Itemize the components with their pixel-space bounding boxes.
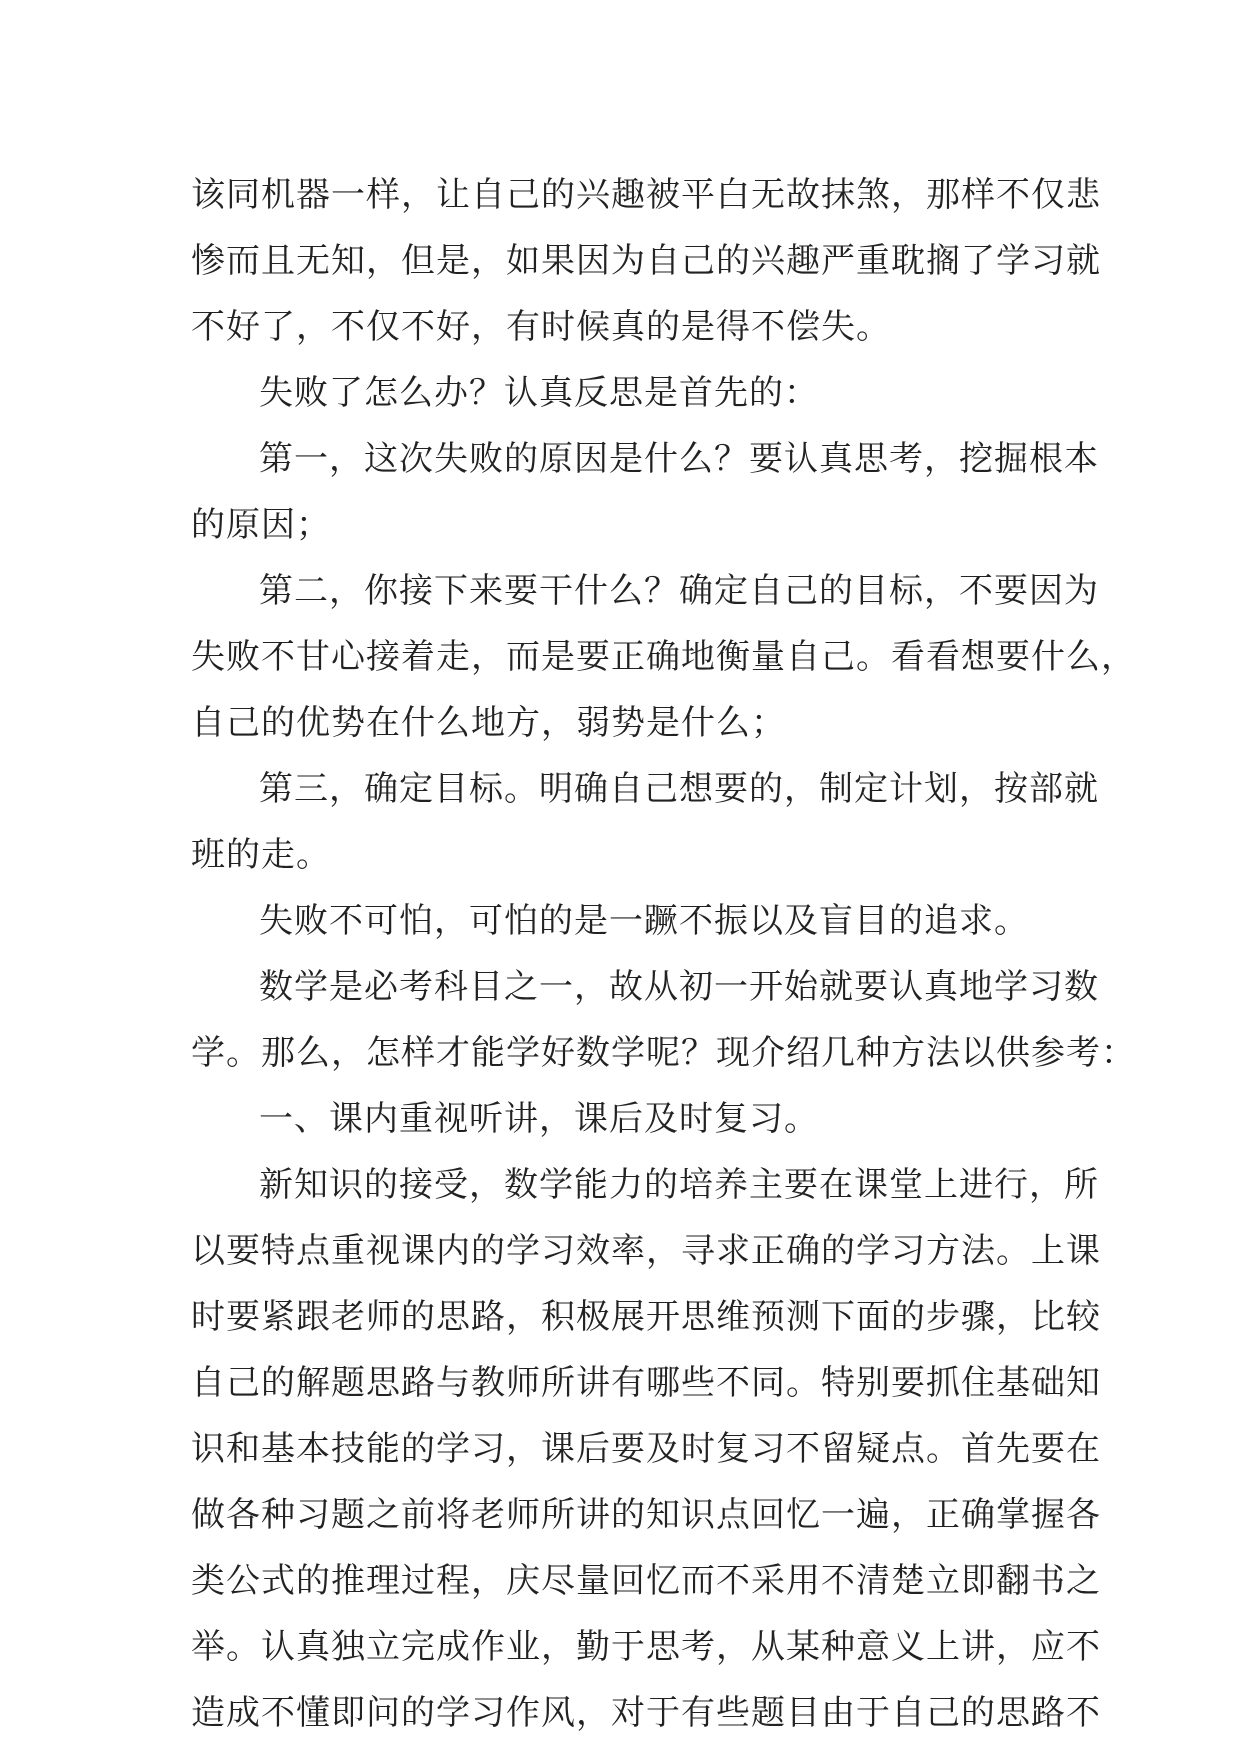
text-line: 班的走。 [191, 835, 331, 875]
text-line: 类公式的推理过程，庆尽量回忆而不采用不清楚立即翻书之 [191, 1561, 1101, 1601]
text-line: 失败不甘心接着走，而是要正确地衡量自己。看看想要什么， [191, 637, 1136, 677]
text-line: 不好了，不仅不好，有时候真的是得不偿失。 [191, 307, 891, 347]
text-line: 举。认真独立完成作业，勤于思考，从某种意义上讲，应不 [191, 1627, 1101, 1667]
text-line: 该同机器一样，让自己的兴趣被平白无故抹煞，那样不仅悲 [191, 175, 1101, 215]
text-line: 失败了怎么办？认真反思是首先的： [259, 373, 819, 413]
text-line: 以要特点重视课内的学习效率，寻求正确的学习方法。上课 [191, 1231, 1101, 1271]
text-line: 自己的解题思路与教师所讲有哪些不同。特别要抓住基础知 [191, 1363, 1101, 1403]
document-body [191, 162, 1136, 1746]
text-line: 自己的优势在什么地方，弱势是什么； [191, 703, 786, 743]
text-line: 识和基本技能的学习，课后要及时复习不留疑点。首先要在 [191, 1429, 1101, 1469]
text-line: 惨而且无知，但是，如果因为自己的兴趣严重耽搁了学习就 [191, 241, 1101, 281]
text-line: 第二，你接下来要干什么？确定自己的目标，不要因为 [259, 571, 1099, 611]
text-line: 一、课内重视听讲，课后及时复习。 [259, 1099, 819, 1139]
text-line: 做各种习题之前将老师所讲的知识点回忆一遍，正确掌握各 [191, 1495, 1101, 1535]
text-line: 造成不懂即问的学习作风，对于有些题目由于自己的思路不 [191, 1693, 1101, 1733]
text-line: 新知识的接受，数学能力的培养主要在课堂上进行，所 [259, 1165, 1099, 1205]
text-line: 的原因； [191, 505, 331, 545]
text-line: 数学是必考科目之一，故从初一开始就要认真地学习数 [259, 967, 1099, 1007]
text-line: 第三，确定目标。明确自己想要的，制定计划，按部就 [259, 769, 1099, 809]
text-line: 学。那么，怎样才能学好数学呢？现介绍几种方法以供参考： [191, 1033, 1136, 1073]
text-line: 失败不可怕，可怕的是一蹶不振以及盲目的追求。 [259, 901, 1029, 941]
text-line: 时要紧跟老师的思路，积极展开思维预测下面的步骤，比较 [191, 1297, 1101, 1337]
text-line: 第一，这次失败的原因是什么？要认真思考，挖掘根本 [259, 439, 1099, 479]
